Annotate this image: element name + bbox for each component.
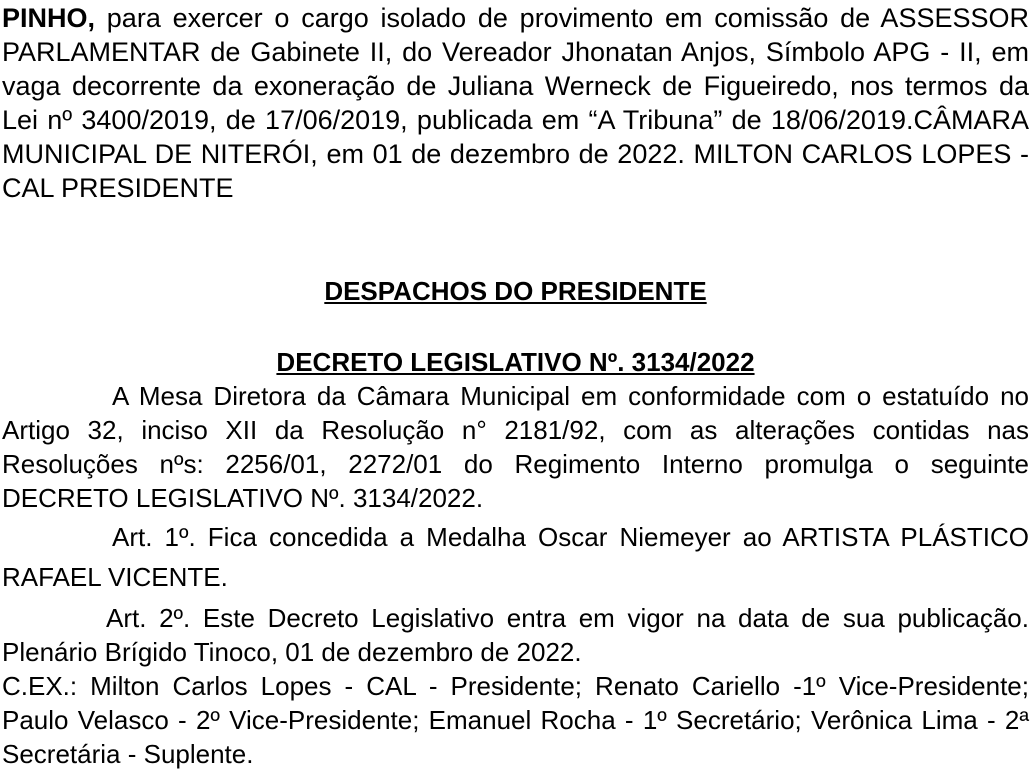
bold-lead-name: PINHO, — [2, 3, 96, 33]
top-paragraph-text: para exercer o cargo isolado de provimento em comissão de ASSESSOR PARLAMENTAR de Gabinete II, do Vereador Jhonatan Anjos, Símbolo APG - II, em vaga decorrente da exoneração de Juliana Werneck de Figueiredo, nos termos da Lei nº 3400/2019, de 17/06/2019, publicada em “A Tribuna” de 18/06/2019.CÂMARA MUNICIPAL DE NITERÓI, em 01 de dezembro de 2022. MILTON CARLOS LOPES - CAL PRESIDENTE — [2, 3, 1029, 203]
article-2-text: Art. 2º. Este Decreto Legislativo entra em vigor na data de sua publicação. Plenário Brígido Tinoco, 01 de dezembro de 2022. — [2, 603, 1029, 667]
article-1-paragraph — [2, 517, 1029, 597]
preamble-paragraph — [2, 379, 1029, 515]
signatories-paragraph — [2, 669, 1029, 771]
decree-heading: DECRETO LEGISLATIVO Nº. 3134/2022 — [276, 347, 755, 377]
article-1-text: Art. 1º. Fica concedida a Medalha Oscar Niemeyer ao ARTISTA PLÁSTICO RAFAEL VICENTE. — [2, 522, 1029, 592]
section-heading: DESPACHOS DO PRESIDENTE — [324, 276, 707, 306]
document-page — [2, 0, 1029, 769]
top-paragraph — [2, 1, 1029, 205]
preamble-text: A Mesa Diretora da Câmara Municipal em conformidade com o estatuído no Artigo 32, inciso XII da Resolução n° 2181/92, com as alterações contidas nas Resoluções nºs: 2256/01, 2272/01 do Regimento Interno promulga o seguinte DECRETO LEGISLATIVO Nº. 3134/2022. — [2, 381, 1029, 513]
signatories-text: C.EX.: Milton Carlos Lopes - CAL - Presidente; Renato Cariello -1º Vice-Presidente; Paulo Velasco - 2º Vice-Presidente; Emanuel Rocha - 1º Secretário; Verônica Lima - 2ª Secretária - Suplente. — [2, 671, 1029, 769]
article-2-paragraph — [2, 601, 1029, 669]
decree-body — [2, 379, 1029, 771]
